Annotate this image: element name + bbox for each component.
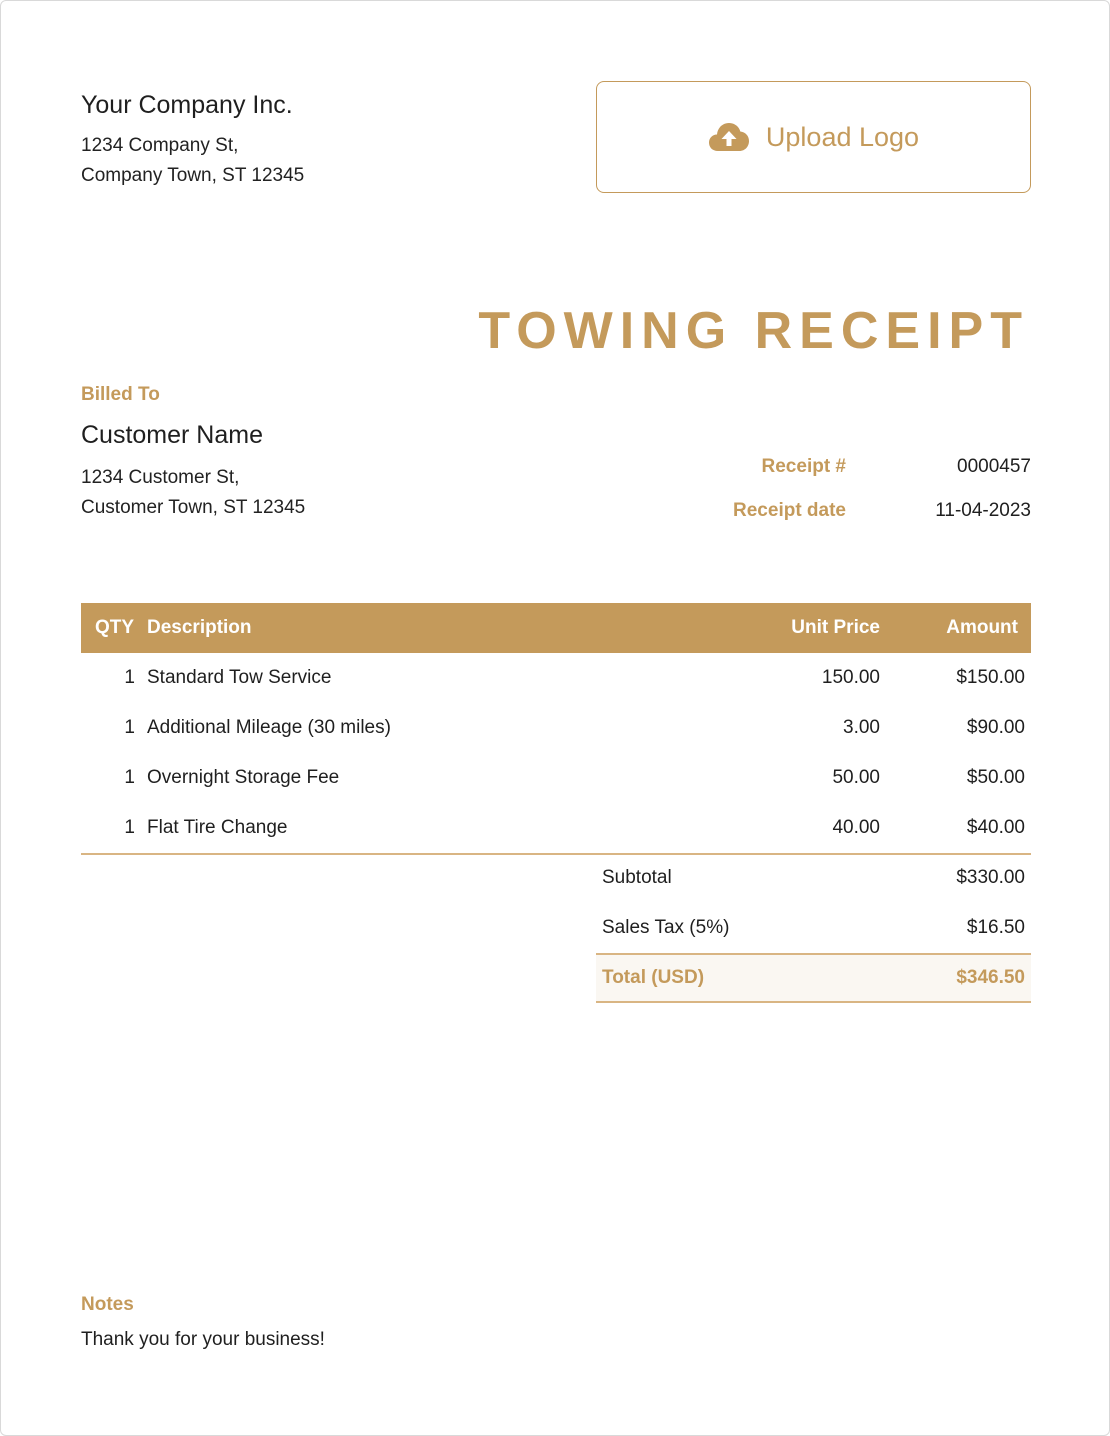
- total-value: $346.50: [956, 967, 1025, 988]
- upload-logo-label: Upload Logo: [765, 121, 920, 152]
- tax-label: Sales Tax (5%): [602, 917, 730, 938]
- header-unit-price: Unit Price: [791, 617, 880, 638]
- document-title: TOWING RECEIPT: [478, 302, 1029, 360]
- table-row: [81, 653, 1031, 703]
- company-name: Your Company Inc.: [81, 91, 293, 119]
- row-qty: 1: [124, 717, 135, 738]
- subtotal-value: $330.00: [956, 867, 1025, 888]
- row-amount: $50.00: [966, 767, 1025, 788]
- table-row: [81, 803, 1031, 853]
- row-qty: 1: [124, 817, 135, 838]
- row-amount: $150.00: [956, 667, 1025, 688]
- notes-label: Notes: [81, 1294, 134, 1315]
- subtotal-label: Subtotal: [602, 867, 672, 888]
- receipt-date: 11-04-2023: [935, 500, 1031, 521]
- table-row: [81, 753, 1031, 803]
- row-qty: 1: [124, 767, 135, 788]
- row-unit-price: 150.00: [821, 667, 880, 688]
- customer-name: Customer Name: [81, 421, 263, 449]
- notes-text: Thank you for your business!: [81, 1329, 325, 1350]
- total-row: [596, 953, 1031, 1003]
- customer-address-line2: Customer Town, ST 12345: [81, 497, 306, 518]
- row-description: Additional Mileage (30 miles): [147, 717, 391, 738]
- row-description: Standard Tow Service: [147, 667, 332, 688]
- upload-logo-button[interactable]: [596, 81, 1031, 193]
- row-unit-price: 3.00: [843, 717, 880, 738]
- receipt-number-label: Receipt #: [761, 456, 846, 477]
- table-row: [81, 703, 1031, 753]
- cloud-upload-icon: [708, 122, 750, 152]
- tax-value: $16.50: [966, 917, 1025, 938]
- header-qty: QTY: [95, 617, 135, 638]
- table-header: [81, 603, 1031, 653]
- row-description: Overnight Storage Fee: [147, 767, 340, 788]
- subtotal-row: [596, 853, 1031, 903]
- customer-address-line1: 1234 Customer St,: [81, 467, 240, 488]
- receipt-date-label: Receipt date: [733, 500, 846, 521]
- row-unit-price: 50.00: [832, 767, 880, 788]
- receipt-number: 0000457: [957, 456, 1031, 477]
- row-amount: $40.00: [966, 817, 1025, 838]
- row-qty: 1: [124, 667, 135, 688]
- billed-to-label: Billed To: [81, 384, 160, 405]
- header-description: Description: [147, 617, 252, 638]
- company-address-line2: Company Town, ST 12345: [81, 165, 305, 186]
- header-amount: Amount: [946, 617, 1018, 638]
- company-address-line1: 1234 Company St,: [81, 135, 239, 156]
- row-amount: $90.00: [966, 717, 1025, 738]
- total-label: Total (USD): [602, 967, 705, 988]
- tax-row: [596, 903, 1031, 953]
- row-unit-price: 40.00: [832, 817, 880, 838]
- row-description: Flat Tire Change: [147, 817, 288, 838]
- line-items: [81, 653, 1031, 853]
